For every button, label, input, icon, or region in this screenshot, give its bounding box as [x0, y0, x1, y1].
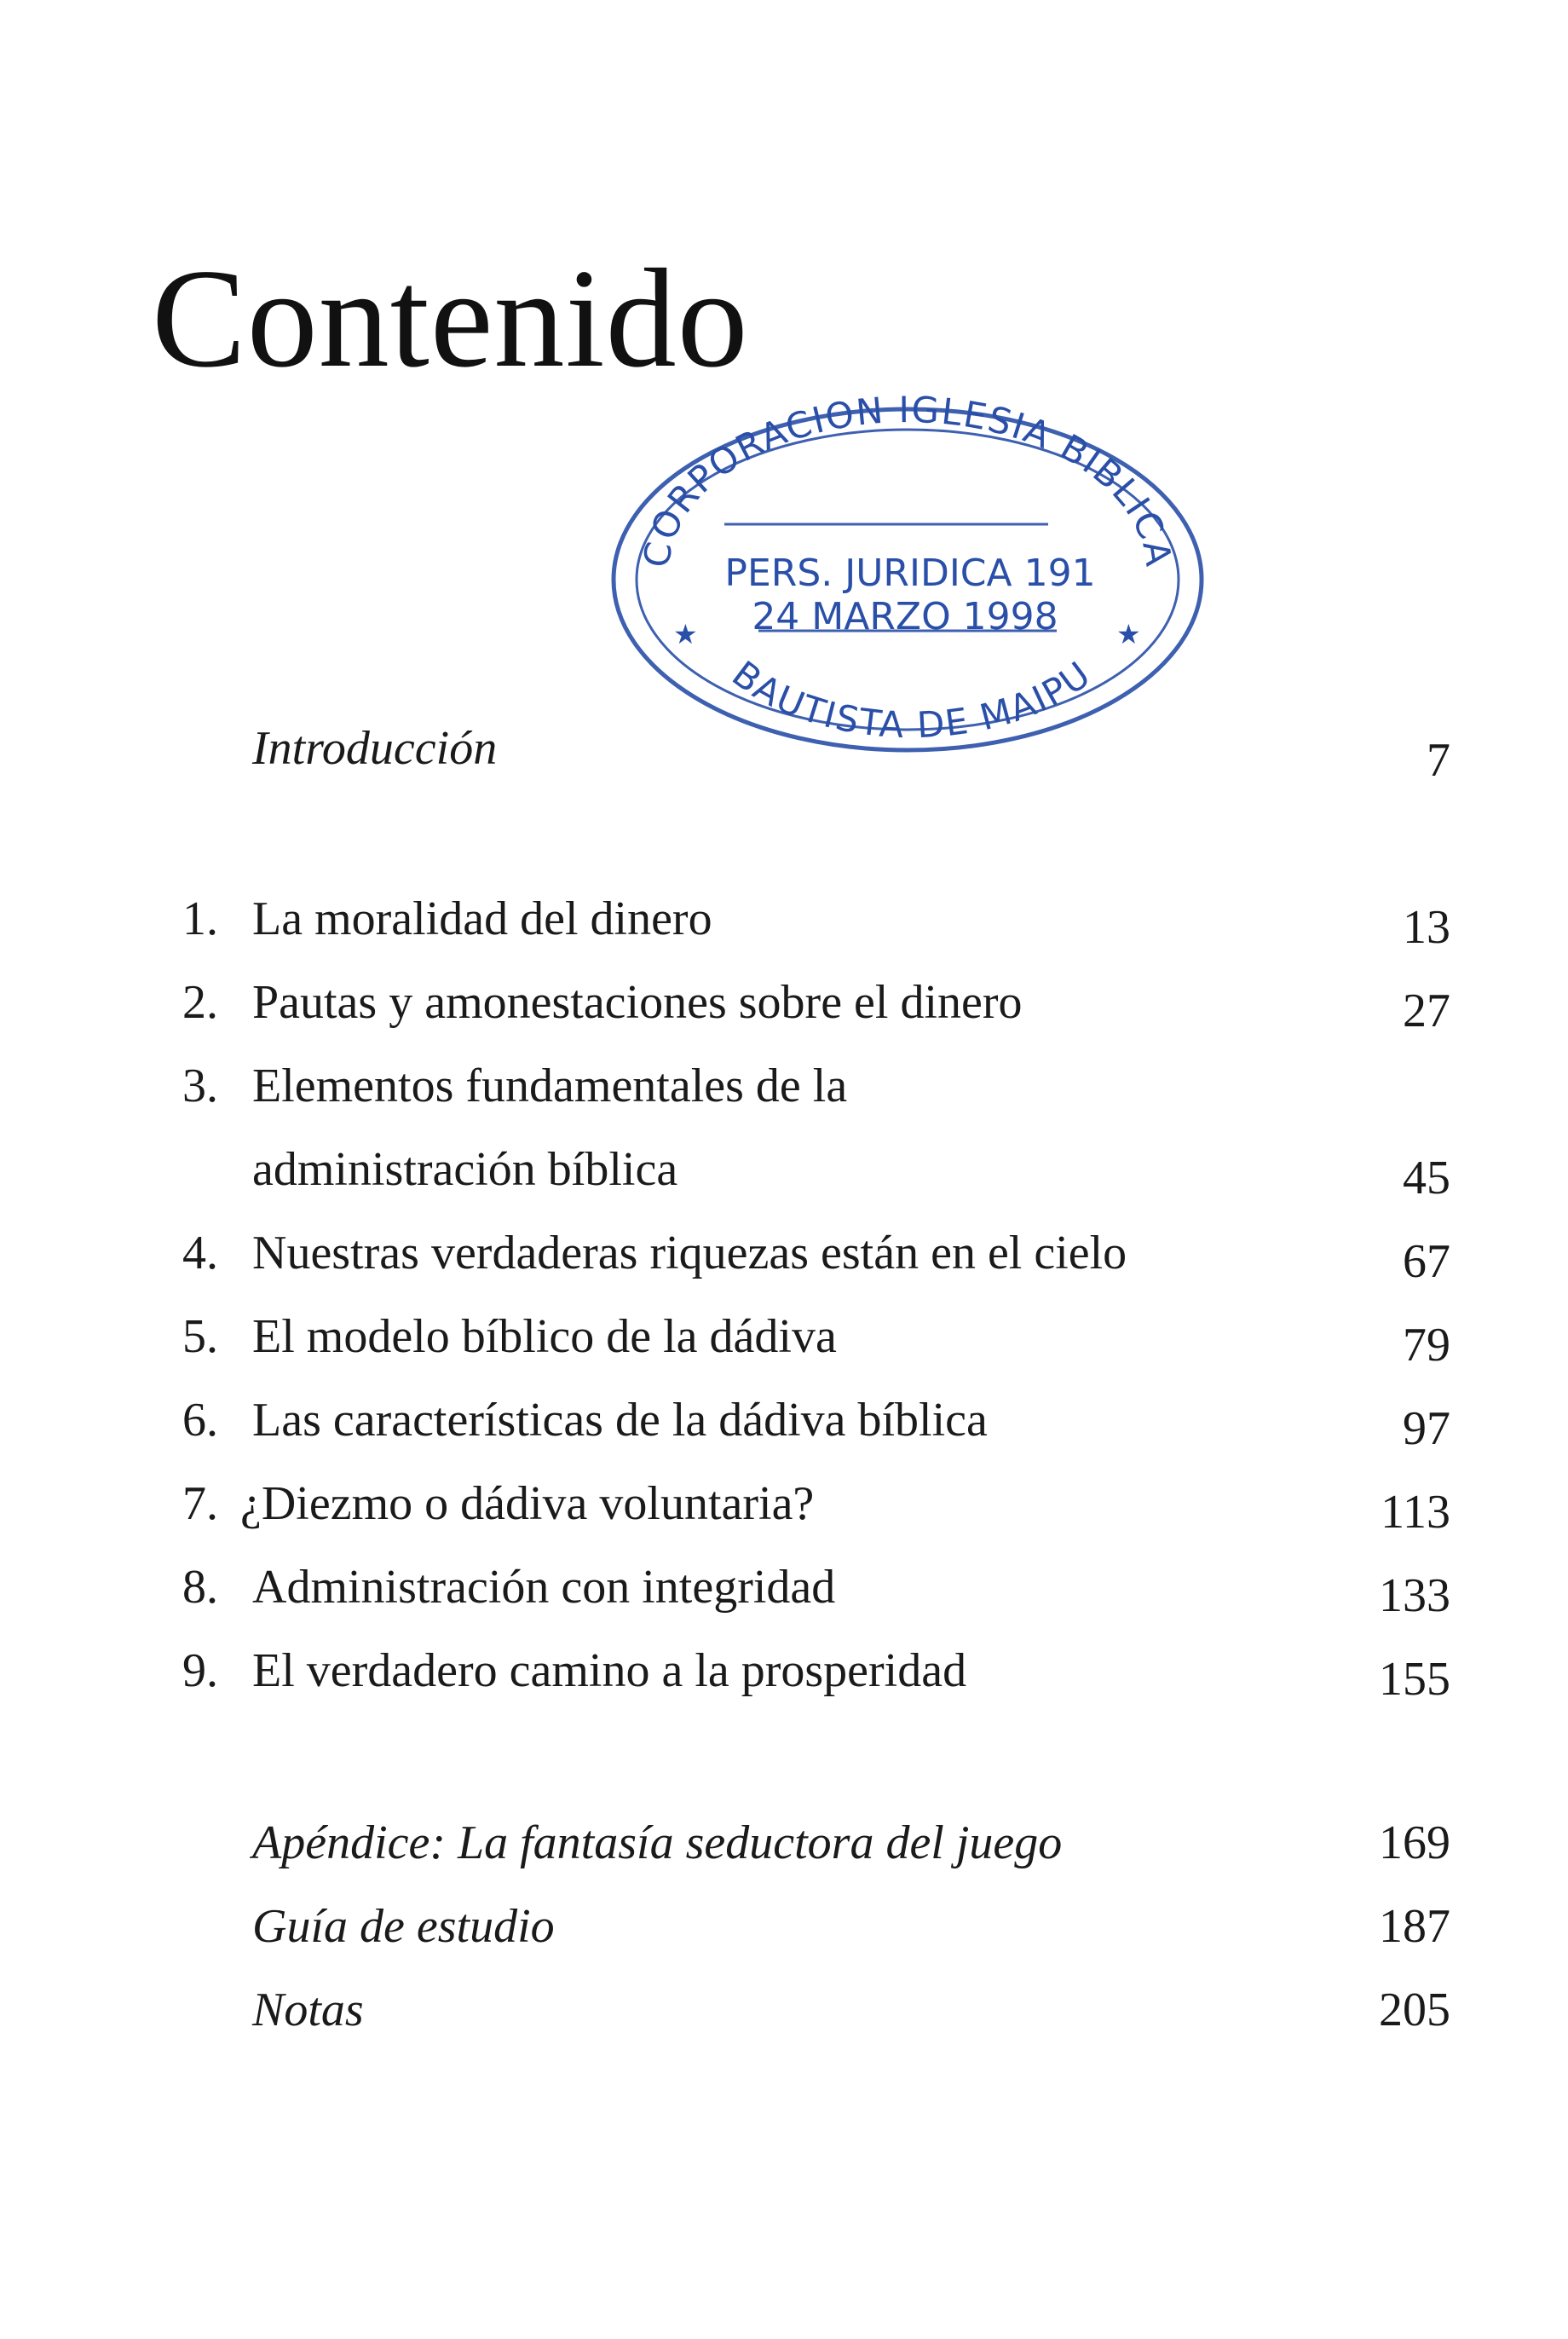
toc-chapter-title: ¿Diezmo o dádiva voluntaria? [240, 1477, 815, 1530]
toc-backmatter-row [0, 1900, 1568, 1962]
toc-chapter-row [0, 1396, 1568, 1456]
toc-backmatter-row [0, 1986, 1568, 2046]
toc-chapter-page: 27 [1403, 985, 1450, 1037]
toc-chapter-number: 6. [182, 1394, 218, 1447]
toc-chapter-title: Administración con integridad [252, 1561, 836, 1614]
toc-chapter-title: La moralidad del dinero [252, 892, 712, 945]
toc-intro-page: 7 [1427, 734, 1450, 787]
toc-chapter-number: 9. [182, 1644, 218, 1697]
toc-backmatter-page: 169 [1379, 1816, 1450, 1869]
toc-intro-label: Introducción [252, 722, 498, 775]
toc-chapter-page: 113 [1381, 1486, 1450, 1539]
toc-chapter-title: Nuestras verdaderas riquezas están en el cielo [252, 1227, 1127, 1279]
stamp-line-1: PERS. JURIDICA 191 [724, 552, 1096, 595]
toc-chapter-row [0, 1310, 1568, 1372]
toc-chapter-title: Elementos fundamentales de la [252, 1060, 848, 1112]
stamp-star-right-icon: ★ [1116, 618, 1141, 650]
toc-backmatter-page: 205 [1379, 1984, 1450, 2036]
toc-chapter-page: 155 [1379, 1653, 1450, 1706]
toc-chapter-number: 7. [182, 1477, 218, 1530]
toc-intro-row [0, 722, 1568, 787]
toc-chapter-title: El verdadero camino a la prosperidad [252, 1644, 967, 1697]
toc-chapter-title: Las características de la dádiva bíblica [252, 1394, 988, 1447]
stamp-bottom-arc-text: BAUTISTA DE MAIPU [724, 652, 1099, 747]
page-title: Contenido [152, 240, 749, 396]
toc-chapter-page: 13 [1403, 901, 1450, 954]
stamp-star-left-icon: ★ [673, 618, 698, 650]
toc-backmatter-title: Notas [252, 1984, 364, 2036]
toc-backmatter-title: Apéndice: La fantasía seductora del juego [252, 1816, 1063, 1869]
stamp-line-2: 24 MARZO 1998 [752, 595, 1058, 638]
toc-chapter-page: 79 [1403, 1319, 1450, 1372]
toc-chapter-number: 2. [182, 976, 218, 1029]
toc-chapter-row [0, 1062, 1568, 1207]
toc-chapter-row [0, 1229, 1568, 1289]
toc-chapter-number: 1. [182, 892, 218, 945]
toc-chapter-number: 4. [182, 1227, 218, 1279]
toc-chapter-row [0, 1563, 1568, 1623]
church-seal-stamp [588, 388, 1219, 763]
toc-chapter-page: 45 [1403, 1152, 1450, 1204]
toc-chapter-number: 3. [182, 1060, 218, 1112]
toc-chapter-row [0, 1644, 1568, 1707]
toc-chapter-number: 5. [182, 1310, 218, 1363]
toc-backmatter-title: Guía de estudio [252, 1900, 555, 1953]
toc-chapter-row [0, 892, 1568, 955]
toc-chapter-page: 133 [1379, 1569, 1450, 1622]
toc-chapter-title: El modelo bíblico de la dádiva [252, 1310, 837, 1363]
toc-chapter-row [0, 1477, 1568, 1539]
toc-backmatter-row [0, 1816, 1568, 1879]
toc-chapter-title: Pautas y amonestaciones sobre el dinero [252, 976, 1023, 1029]
toc-chapter-page: 67 [1403, 1235, 1450, 1288]
toc-chapter-row [0, 976, 1568, 1038]
stamp-top-arc-text: CORPORACION IGLESIA BIBLICA [635, 388, 1180, 571]
toc-chapter-title-continued: administración bíblica [252, 1143, 678, 1196]
toc-chapter-page: 97 [1403, 1402, 1450, 1455]
toc-chapter-number: 8. [182, 1561, 218, 1614]
toc-backmatter-page: 187 [1379, 1900, 1450, 1953]
